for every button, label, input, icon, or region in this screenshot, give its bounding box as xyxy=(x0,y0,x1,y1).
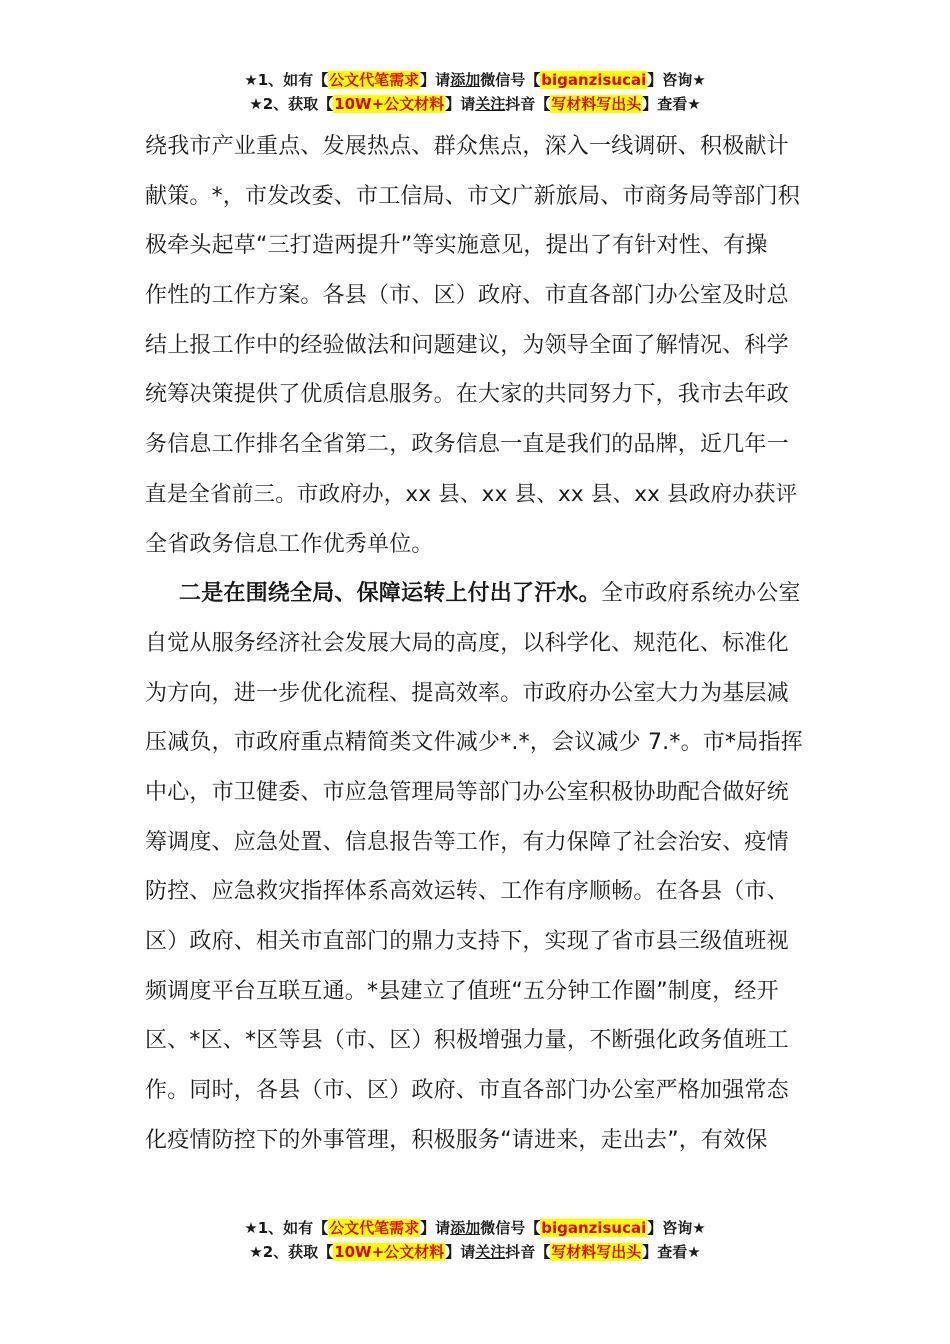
banner-underline: 关注 xyxy=(475,95,506,113)
text-fragment: 全市政府系统办公室 xyxy=(600,581,801,607)
text-line: 绕我市产业重点、发展热点、群众焦点，深入一线调研、积极献计 xyxy=(145,134,789,159)
text-line: 防控、应急救灾指挥体系高效运转、工作有序顺畅。在各县（市、 xyxy=(145,879,789,905)
text-line: 统筹决策提供了优质信息服务。在大家的共同努力下，我市去年政 xyxy=(145,382,789,408)
text-line: 频调度平台互联互通。*县建立了值班“五分钟工作圈”制度，经开 xyxy=(145,978,779,1004)
banner-text: 】咨询★ xyxy=(647,1219,706,1237)
banner-text: ★2、获取【 xyxy=(249,1243,334,1261)
text-line: 为方向，进一步优化流程、提高效率。市政府办公室大力为基层减 xyxy=(145,680,789,706)
text-line: 中心，市卫健委、市应急管理局等部门办公室积极协助配合做好统 xyxy=(145,779,789,805)
text-line: 极牵头起草“三打造两提升”等实施意见，提出了有针对性、有操 xyxy=(145,233,768,259)
banner-text: 抖音【 xyxy=(505,1243,551,1261)
banner-text: ★2、获取【 xyxy=(249,95,334,113)
paragraph-heading: 二是在围绕全局、保障运转上付出了汗水。 xyxy=(179,581,601,607)
text-line: 全省政务信息工作优秀单位。 xyxy=(145,531,434,557)
banner-highlight: biganzisucai xyxy=(541,71,647,89)
header-banner xyxy=(0,68,950,116)
text-line: 作。同时，各县（市、区）政府、市直各部门办公室严格加强常态 xyxy=(145,1078,789,1104)
banner-line-1 xyxy=(0,1216,950,1240)
banner-text: 】请 xyxy=(420,71,451,89)
banner-highlight: 公文代笔需求 xyxy=(329,71,420,89)
banner-line-2 xyxy=(0,92,950,116)
banner-text: 】请 xyxy=(420,1219,451,1237)
banner-line-2 xyxy=(0,1240,950,1264)
banner-text: 】咨询★ xyxy=(647,71,706,89)
banner-text: ★1、如有【 xyxy=(244,71,329,89)
banner-highlight: biganzisucai xyxy=(541,1219,647,1237)
banner-highlight: 写材料写出头 xyxy=(551,1243,642,1261)
banner-highlight: 写材料写出头 xyxy=(551,95,642,113)
text-line: 直是全省前三。市政府办，xx 县、xx 县、xx 县、xx 县政府办获评 xyxy=(145,481,798,507)
banner-text: 】查看★ xyxy=(642,1243,701,1261)
text-line: 化疫情防控下的外事管理，积极服务“请进来，走出去”，有效保 xyxy=(145,1127,768,1153)
text-line: 结上报工作中的经验做法和问题建议，为领导全面了解情况、科学 xyxy=(145,332,789,358)
banner-line-1 xyxy=(0,68,950,92)
text-line: 区、*区、*区等县（市、区）积极增强力量，不断强化政务值班工 xyxy=(145,1028,790,1054)
banner-text: 微信号【 xyxy=(480,71,541,89)
banner-underline: 添加 xyxy=(450,1219,481,1237)
banner-highlight: 公文代笔需求 xyxy=(329,1219,420,1237)
banner-text: 】查看★ xyxy=(642,95,701,113)
banner-text: 微信号【 xyxy=(480,1219,541,1237)
banner-underline: 添加 xyxy=(450,71,481,89)
text-line: 作性的工作方案。各县（市、区）政府、市直各部门办公室及时总 xyxy=(145,283,789,309)
banner-text: 】请 xyxy=(445,95,476,113)
footer-banner xyxy=(0,1216,950,1264)
banner-underline: 关注 xyxy=(475,1243,506,1261)
banner-text: ★1、如有【 xyxy=(244,1219,329,1237)
banner-highlight: 10W+公文材料 xyxy=(334,95,445,113)
text-line: 自觉从服务经济社会发展大局的高度，以科学化、规范化、标准化 xyxy=(145,630,789,656)
banner-text: 】请 xyxy=(445,1243,476,1261)
text-line: 区）政府、相关市直部门的鼎力支持下，实现了省市县三级值班视 xyxy=(145,929,789,954)
text-line: 压减负，市政府重点精简类文件减少*.*，会议减少 7.*。市*局指挥 xyxy=(145,730,803,756)
text-line: 献策。*，市发改委、市工信局、市文广新旅局、市商务局等部门积 xyxy=(145,183,801,209)
text-line: 务信息工作排名全省第二，政务信息一直是我们的品牌，近几年一 xyxy=(145,432,789,458)
banner-text: 抖音【 xyxy=(505,95,551,113)
banner-highlight: 10W+公文材料 xyxy=(334,1243,445,1261)
text-line: 筹调度、应急处置、信息报告等工作，有力保障了社会治安、疫情 xyxy=(145,829,789,855)
document-body xyxy=(145,122,810,1165)
paragraph-2-first-line xyxy=(145,569,810,619)
